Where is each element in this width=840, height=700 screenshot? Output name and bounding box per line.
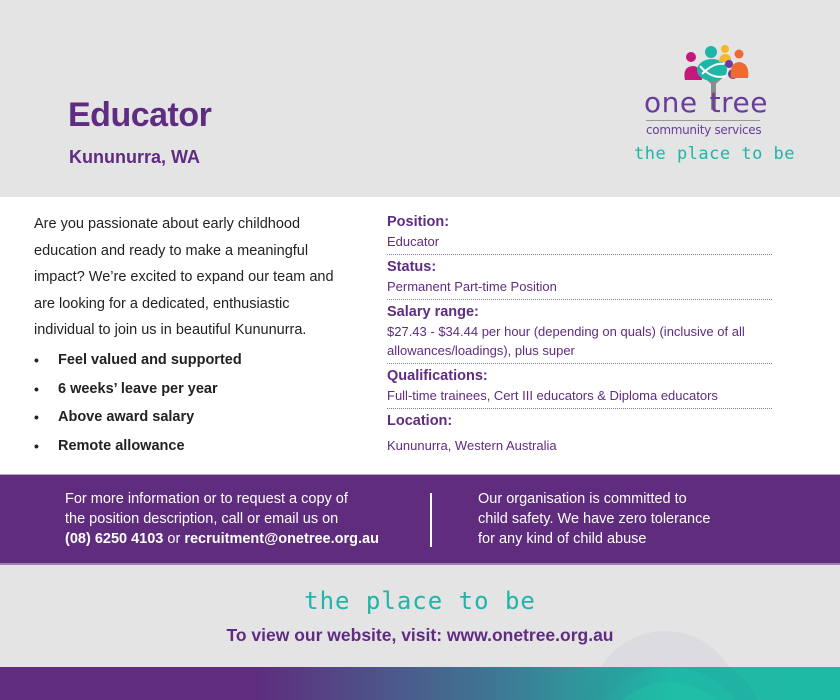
bullet-icon: •	[34, 380, 39, 397]
child-safety-statement: Our organisation is committed to child safety. We have zero tolerance for any kind of child abuse	[478, 491, 711, 547]
job-content	[0, 197, 840, 474]
detail-value: $27.43 - $34.44 per hour (depending on quals) (inclusive of all allowances/loadings), plus super	[387, 324, 745, 358]
detail-position	[387, 213, 772, 255]
detail-value: Kununurra, Western Australia	[387, 438, 557, 453]
gradient-bar	[0, 667, 840, 700]
benefit-item: • Above award salary	[34, 403, 242, 432]
page-title: Educator	[68, 96, 212, 134]
logo-tagline: the place to be	[634, 144, 796, 164]
detail-salary	[387, 303, 772, 364]
logo-wordmark: one tree	[644, 86, 768, 119]
band-divider	[430, 493, 432, 547]
detail-location	[387, 412, 772, 458]
email-link[interactable]: recruitment@onetree.org.au	[184, 531, 379, 547]
contact-info: For more information or to request a copy of the position description, call or email us on (08) 6250 4103 or recruitment@onetree.org.au	[65, 491, 379, 547]
onetree-logo	[630, 40, 810, 170]
location-subtitle: Kununurra, WA	[69, 147, 200, 167]
benefit-item: • 6 weeks’ leave per year	[34, 375, 242, 404]
website-link[interactable]: To view our website, visit: www.onetree.org.au	[226, 625, 614, 645]
detail-label: Position:	[387, 214, 450, 230]
logo-subtitle: community services	[646, 123, 762, 137]
job-details	[387, 213, 772, 461]
phone-number[interactable]: (08) 6250 4103	[65, 531, 164, 547]
benefit-item: • Remote allowance	[34, 432, 242, 461]
contact-band	[0, 474, 840, 565]
detail-value: Educator	[387, 234, 440, 249]
footer-tagline: the place to be	[304, 587, 536, 615]
logo-divider	[646, 120, 760, 121]
bullet-icon: •	[34, 409, 39, 426]
bullet-icon: •	[34, 438, 39, 455]
benefits-list	[34, 346, 242, 461]
footer	[0, 565, 840, 667]
benefit-item: • Feel valued and supported	[34, 346, 242, 375]
intro-paragraph: Are you passionate about early childhood education and ready to make a meaningful impact? We’re excited to expand our team and are looking for a dedicated, enthusiastic individual to join us in beautiful Kununurra.	[34, 216, 334, 338]
detail-label: Status:	[387, 259, 437, 275]
detail-status	[387, 258, 772, 300]
detail-label: Salary range:	[387, 304, 479, 320]
detail-value: Permanent Part-time Position	[387, 279, 557, 294]
bullet-icon: •	[34, 352, 39, 368]
detail-qualifications	[387, 367, 772, 409]
detail-value: Full-time trainees, Cert III educators & Diploma educators	[387, 388, 718, 403]
detail-label: Location:	[387, 413, 453, 429]
header	[0, 0, 840, 197]
detail-label: Qualifications:	[387, 368, 488, 384]
